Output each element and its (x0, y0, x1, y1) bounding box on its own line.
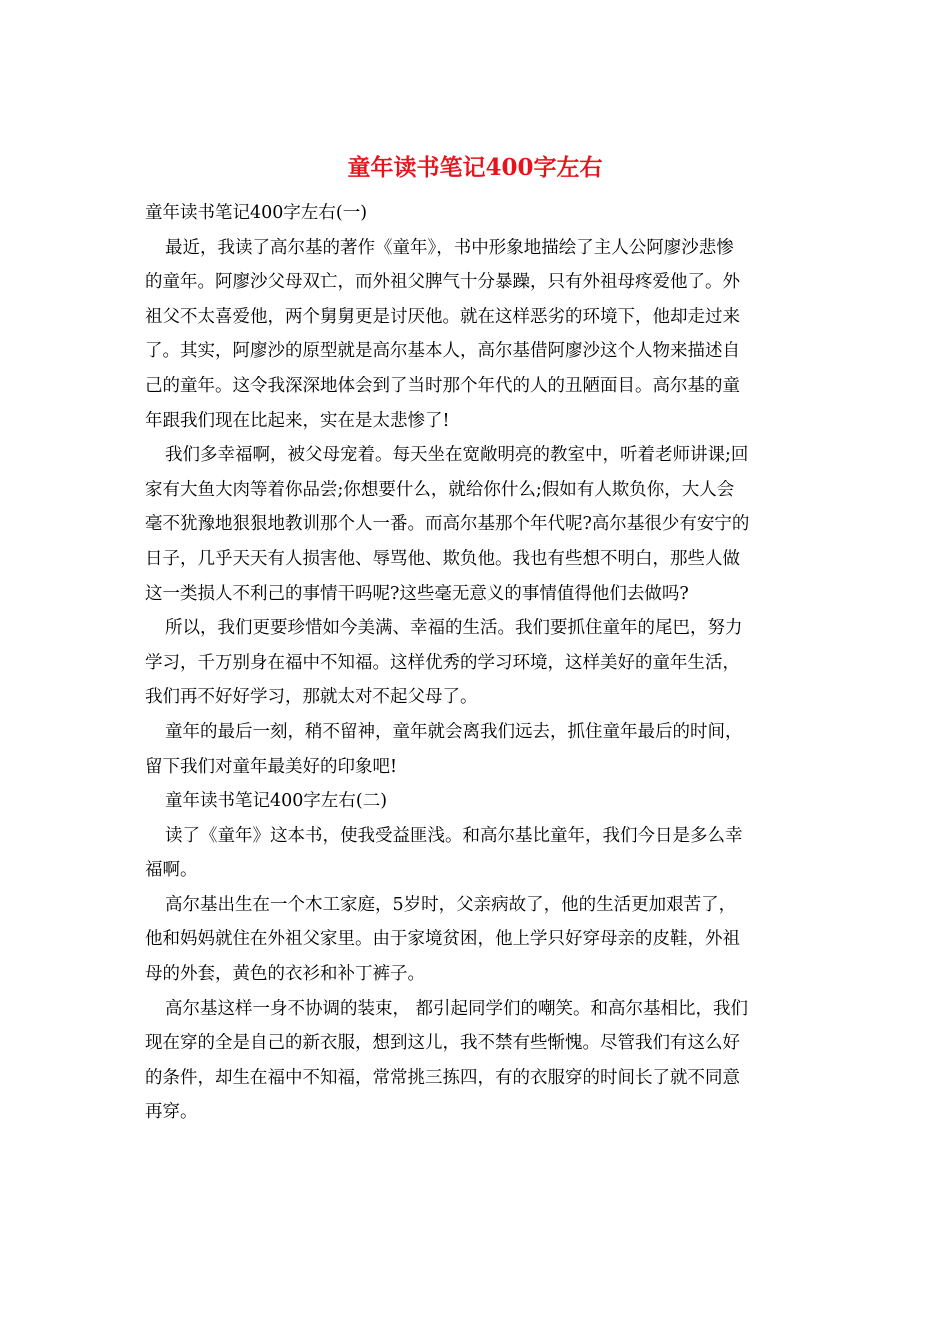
paragraph-line: 母的外套，黄色的衣衫和补丁裤子。 (145, 964, 425, 985)
section-heading: 童年读书笔记400字左右(一) (145, 203, 368, 223)
paragraph-line: 读了《童年》这本书，使我受益匪浅。和高尔基比童年，我们今日是多么幸 (165, 825, 743, 846)
paragraph-line: 学习，千万别身在福中不知福。这样优秀的学习环境，这样美好的童年生活， (145, 652, 740, 673)
paragraph-line: 这一类损人不利己的事情干吗呢?这些毫无意义的事情值得他们去做吗? (145, 583, 689, 604)
paragraph-line: 己的童年。这令我深深地体会到了当时那个年代的人的丑陋面目。高尔基的童 (145, 375, 740, 396)
paragraph-line: 祖父不太喜爱他，两个舅舅更是讨厌他。就在这样恶劣的环境下，他却走过来 (145, 306, 740, 327)
paragraph-line: 年跟我们现在比起来，实在是太悲惨了! (145, 410, 450, 431)
paragraph-line: 再穿。 (145, 1102, 198, 1123)
paragraph-line: 我们再不好好学习，那就太对不起父母了。 (145, 687, 478, 708)
paragraph-line: 所以，我们更要珍惜如今美满、幸福的生活。我们要抓住童年的尾巴，努力 (165, 618, 743, 639)
document-title: 童年读书笔记400字左右 (347, 154, 603, 181)
paragraph-line: 他和妈妈就住在外祖父家里。由于家境贫困，他上学只好穿母亲的皮鞋，外祖 (145, 929, 740, 950)
paragraph-line: 最近，我读了高尔基的著作《童年》，书中形象地描绘了主人公阿廖沙悲惨 (165, 237, 734, 258)
paragraph-line: 现在穿的全是自己的新衣服，想到这儿，我不禁有些惭愧。尽管我们有这么好 (145, 1033, 740, 1054)
paragraph-line: 童年的最后一刻，稍不留神，童年就会离我们远去，抓住童年最后的时间， (165, 721, 743, 742)
paragraph-line: 的童年。阿廖沙父母双亡，而外祖父脾气十分暴躁，只有外祖母疼爱他了。外 (145, 272, 740, 293)
paragraph-line: 高尔基这样一身不协调的装束， 都引起同学们的嘲笑。和高尔基相比，我们 (165, 998, 749, 1019)
paragraph-line: 高尔基出生在一个木工家庭，5岁时，父亲病故了，他的生活更加艰苦了， (165, 894, 737, 915)
paragraph-line: 留下我们对童年最美好的印象吧! (145, 756, 398, 777)
paragraph-line: 的条件，却生在福中不知福，常常挑三拣四，有的衣服穿的时间长了就不同意 (145, 1067, 740, 1088)
section-heading: 童年读书笔记400字左右(二) (165, 791, 388, 812)
paragraph-line: 毫不犹豫地狠狠地教训那个人一番。而高尔基那个年代呢?高尔基很少有安宁的 (145, 514, 750, 535)
paragraph-line: 日子，几乎天天有人损害他、辱骂他、欺负他。我也有些想不明白，那些人做 (145, 548, 740, 569)
document-page (145, 150, 805, 1130)
paragraph-line: 我们多幸福啊，被父母宠着。每天坐在宽敞明亮的教室中，听着老师讲课;回 (165, 445, 749, 466)
paragraph-line: 家有大鱼大肉等着你品尝;你想要什么，就给你什么;假如有人欺负你，大人会 (145, 479, 735, 500)
paragraph-line: 福啊。 (145, 860, 198, 881)
paragraph-line: 了。其实，阿廖沙的原型就是高尔基本人，高尔基借阿廖沙这个人物来描述自 (145, 341, 740, 362)
